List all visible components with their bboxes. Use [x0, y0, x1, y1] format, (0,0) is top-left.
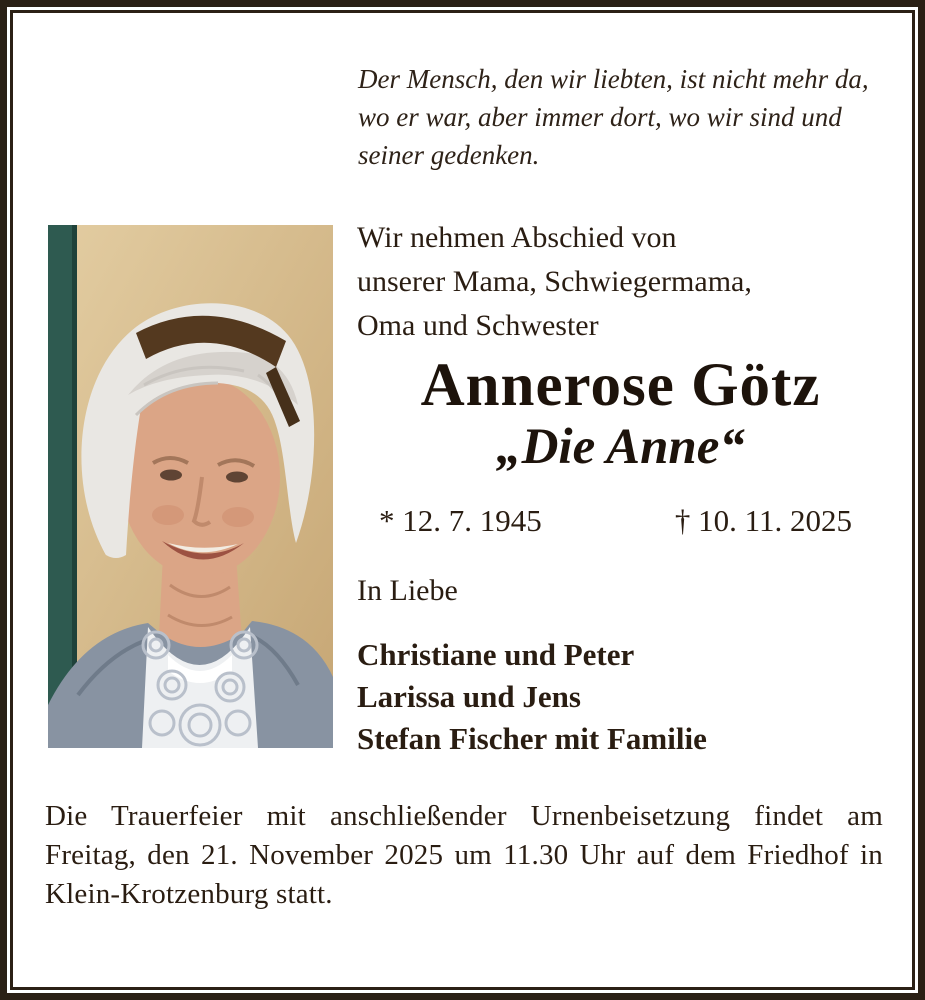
announcement-line: Die Trauerfeier mit anschließender Urnenbeisetzung findet am	[45, 800, 883, 832]
family-line: Stefan Fischer mit Familie	[357, 721, 707, 756]
announcement-line: Klein-Krotzenburg statt.	[45, 878, 333, 910]
family-line: Christiane und Peter	[357, 637, 635, 672]
death-date: † 10. 11. 2025	[674, 503, 852, 538]
deceased-name: Annerose Götz	[420, 352, 821, 419]
photo-cheek	[152, 505, 184, 525]
quote-line: wo er war, aber immer dort, wo wir sind und	[358, 102, 842, 132]
photo-eye	[226, 472, 248, 483]
memorial-quote	[358, 60, 888, 174]
photo-eye	[160, 470, 182, 481]
deceased-name-block	[357, 354, 884, 476]
photo-cheek	[222, 507, 254, 527]
family-line: Larissa und Jens	[357, 679, 581, 714]
portrait-photo-art	[48, 225, 333, 748]
intro-line: Wir nehmen Abschied von	[357, 221, 677, 254]
quote-line: Der Mensch, den wir liebten, ist nicht mehr da,	[358, 64, 869, 94]
family-names	[357, 634, 887, 760]
intro-line: unserer Mama, Schwiegermama,	[357, 265, 752, 298]
funeral-announcement	[45, 797, 883, 914]
life-dates	[357, 503, 884, 539]
deceased-nickname: „Die Anne“	[496, 419, 745, 475]
quote-line: seiner gedenken.	[358, 140, 540, 170]
announcement-line: Freitag, den 21. November 2025 um 11.30 Uhr auf dem Friedhof in	[45, 839, 883, 871]
closing-text: In Liebe	[357, 574, 458, 607]
portrait-photo	[48, 225, 333, 748]
farewell-intro	[357, 216, 887, 348]
birth-date: * 12. 7. 1945	[379, 503, 542, 538]
intro-line: Oma und Schwester	[357, 309, 599, 342]
